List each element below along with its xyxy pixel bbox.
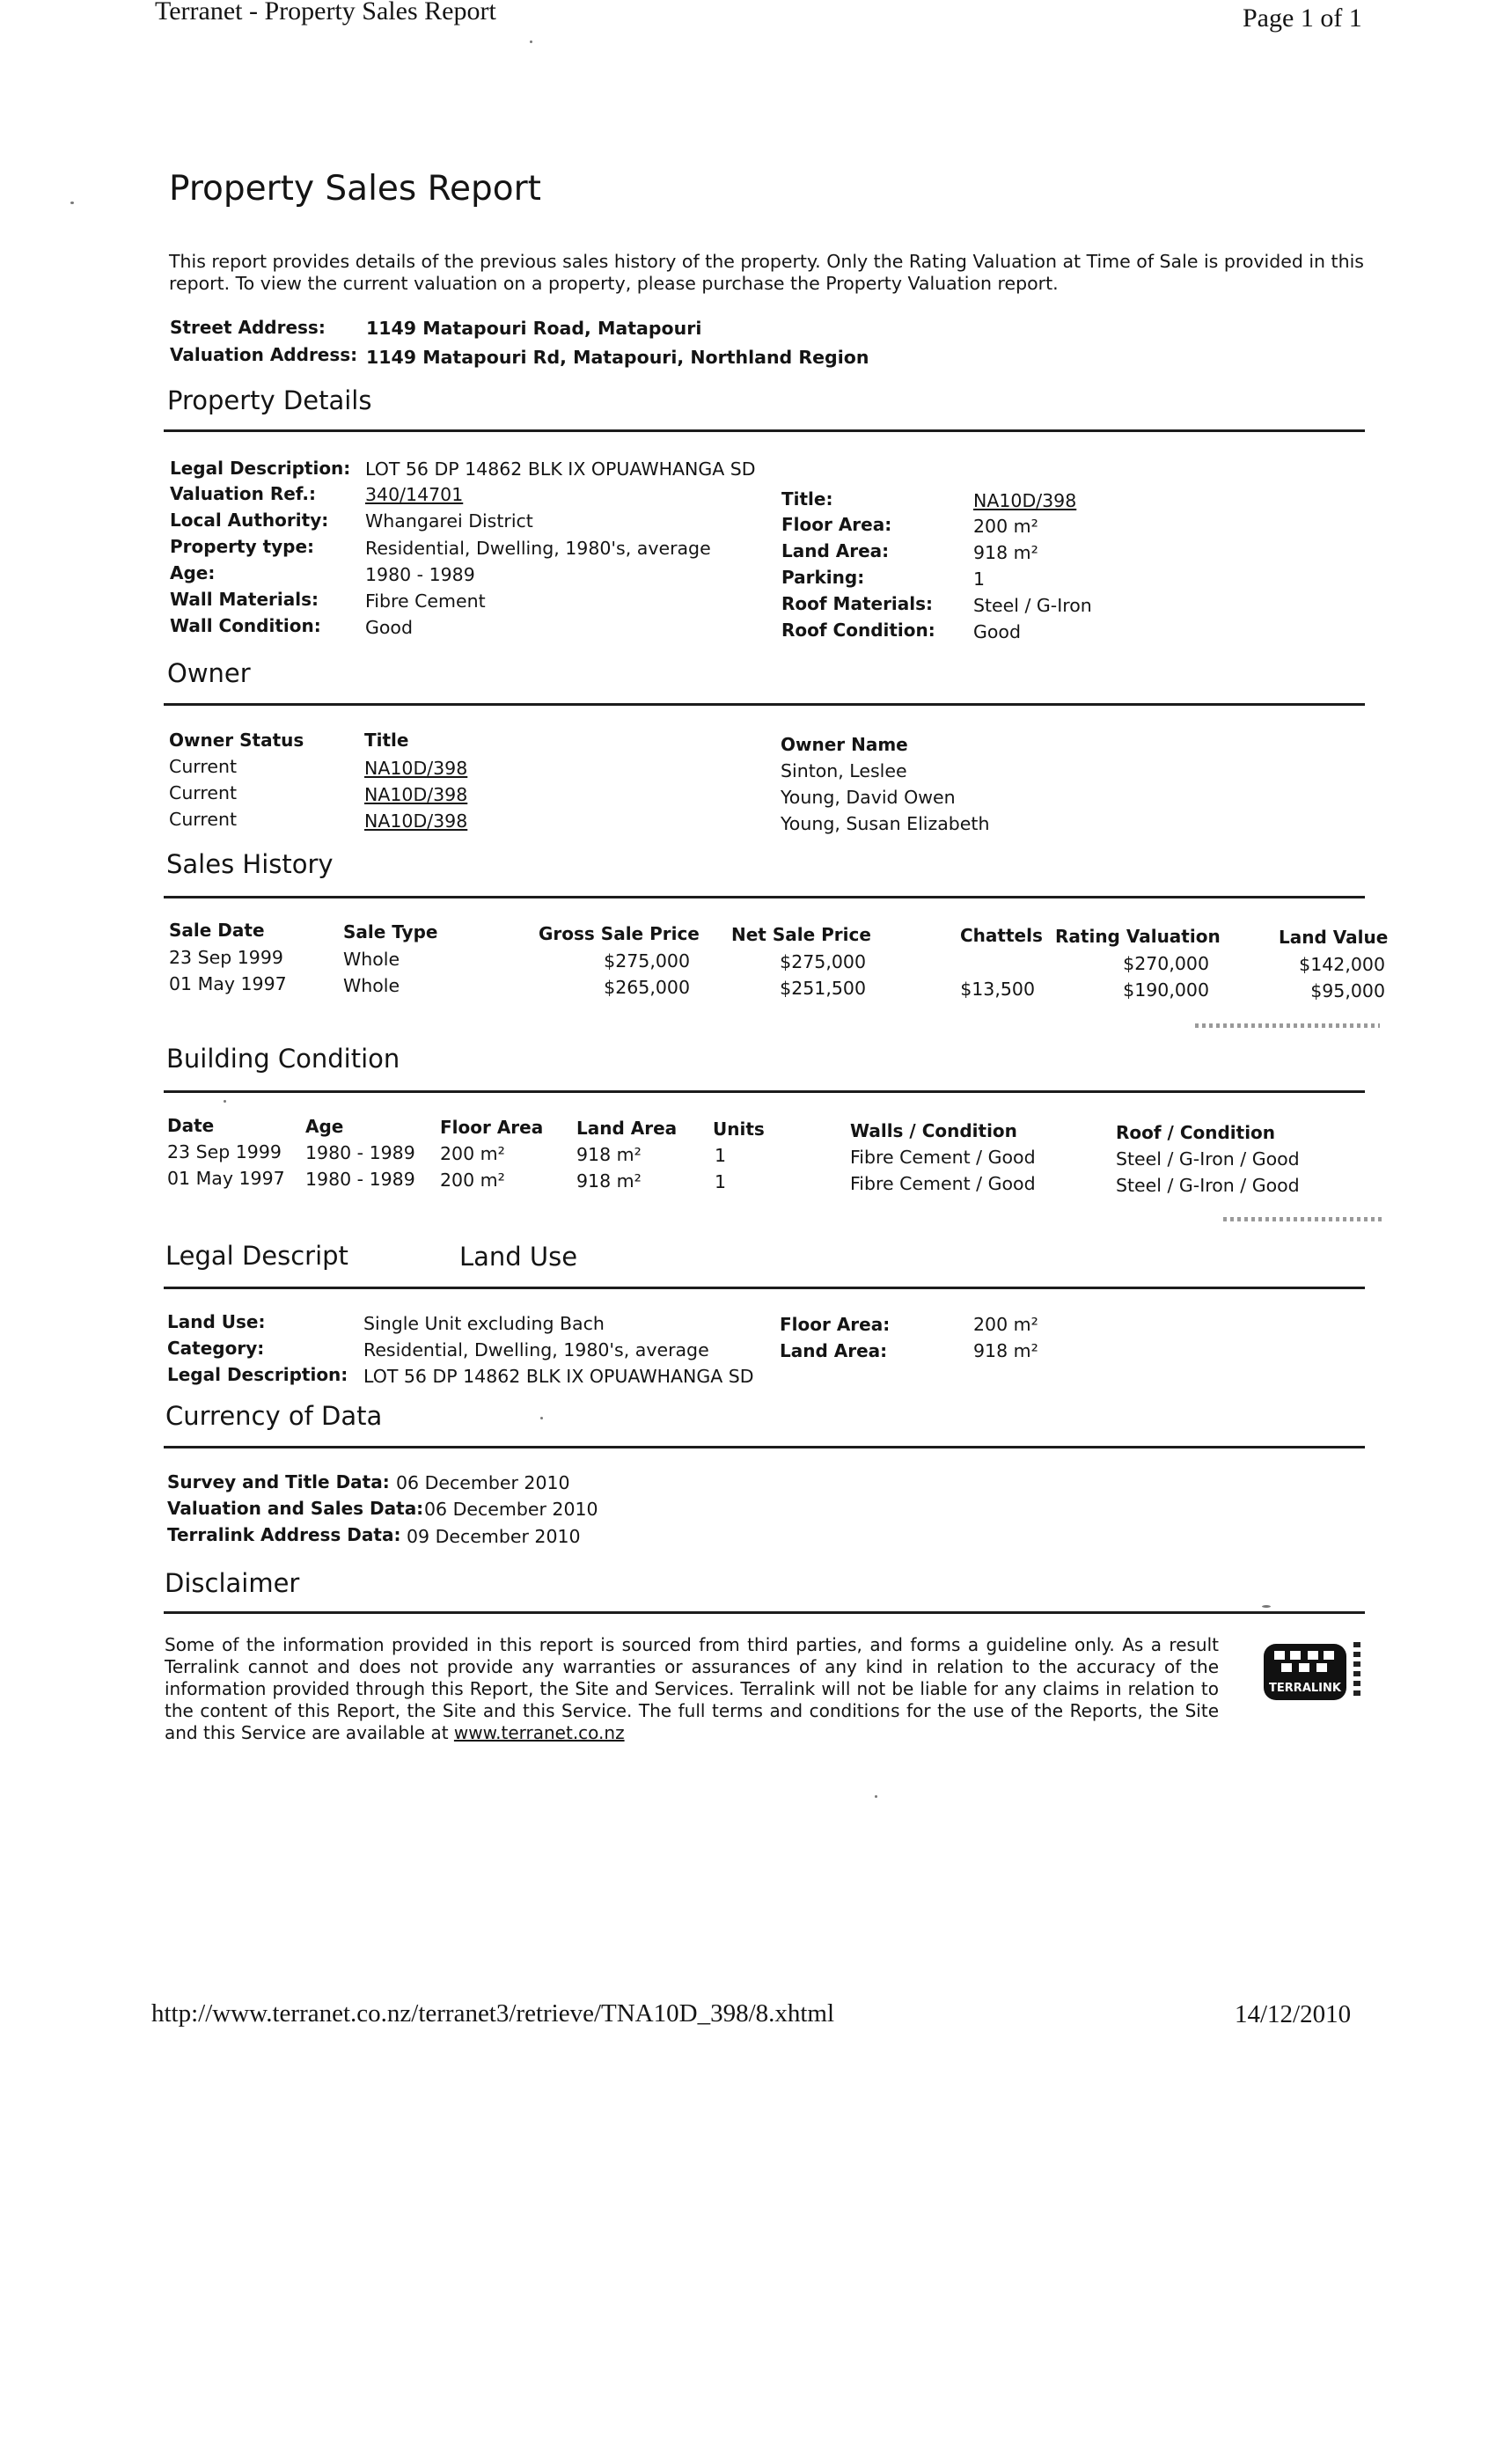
condition-floor-area: 200 m²	[440, 1143, 505, 1164]
condition-walls: Fibre Cement / Good	[850, 1173, 1036, 1194]
wall-materials-value: Fibre Cement	[365, 590, 486, 612]
section-heading-sales-history: Sales History	[166, 849, 334, 879]
survey-title-date: 06 December 2010	[396, 1472, 570, 1493]
condition-age: 1980 - 1989	[305, 1142, 415, 1163]
valuation-address-value: 1149 Matapouri Rd, Matapouri, Northland Region	[366, 347, 869, 368]
title-link[interactable]: NA10D/398	[973, 490, 1077, 511]
sales-col-header: Land Value	[1279, 927, 1389, 948]
terralink-address-label: Terralink Address Data:	[167, 1524, 401, 1545]
rating-valuation: $190,000	[1123, 979, 1209, 1001]
floor-area-value: 200 m²	[973, 516, 1038, 537]
detail-label: Valuation Ref.:	[170, 483, 316, 504]
land-use-label: Land Use:	[167, 1311, 266, 1332]
valuation-sales-date: 06 December 2010	[424, 1499, 598, 1520]
category-label: Category:	[167, 1338, 265, 1359]
detail-label: Property type:	[170, 536, 315, 557]
condition-land-area: 918 m²	[576, 1144, 642, 1165]
floor-area-value: 200 m²	[973, 1314, 1038, 1335]
sales-col-header: Rating Valuation	[1055, 926, 1221, 947]
section-divider	[164, 703, 1365, 706]
valuation-sales-label: Valuation and Sales Data:	[167, 1498, 424, 1519]
owner-col-header: Owner Status	[169, 730, 304, 751]
legal-description-label: Legal Description:	[167, 1364, 348, 1385]
sale-date: 01 May 1997	[169, 973, 287, 994]
net-sale-price: $275,000	[780, 951, 866, 972]
section-divider	[164, 896, 1365, 898]
sales-col-header: Sale Type	[343, 921, 438, 942]
print-footer-date: 14/12/2010	[1235, 2000, 1352, 2028]
page-title: Property Sales Report	[169, 169, 541, 209]
roof-condition-value: Good	[973, 621, 1021, 642]
age-value: 1980 - 1989	[365, 564, 475, 585]
disclaimer-text	[165, 1634, 1219, 1744]
sales-col-header: Net Sale Price	[731, 924, 871, 945]
owner-status: Current	[169, 756, 237, 777]
building-col-header: Land Area	[576, 1118, 678, 1139]
building-col-header: Units	[713, 1118, 765, 1140]
rating-valuation: $270,000	[1123, 953, 1209, 974]
land-area-value: 918 m²	[973, 1340, 1038, 1361]
terralink-logo-icon	[1262, 1642, 1348, 1704]
detail-label: Title:	[781, 488, 833, 510]
section-heading-owner: Owner	[167, 658, 251, 688]
section-divider	[164, 1287, 1365, 1289]
owner-title-link[interactable]: NA10D/398	[364, 810, 468, 832]
detail-label: Local Authority:	[170, 510, 329, 531]
condition-units: 1	[715, 1171, 727, 1192]
condition-date: 01 May 1997	[167, 1168, 285, 1189]
net-sale-price: $251,500	[780, 978, 866, 999]
street-address-value: 1149 Matapouri Road, Matapouri	[366, 318, 702, 339]
detail-label: Floor Area:	[781, 514, 892, 535]
disclaimer-body: Some of the information provided in this report is sourced from third parties, and forms a guideline only. As a result Terralink cannot and does not provide any warranties or assurances of any kind in relation to the accuracy of the information provided through this Report, the Site and Services. Terralink will not be liable for any claims in relation to the content of this Report, the Site and this Service. The full terms and conditions for the use of the Reports, the Site and this Service are available at	[165, 1634, 1219, 1743]
roof-materials-value: Steel / G-Iron	[973, 595, 1092, 616]
owner-status: Current	[169, 809, 237, 830]
building-col-header: Roof / Condition	[1116, 1122, 1276, 1143]
section-heading-disclaimer: Disclaimer	[165, 1568, 300, 1598]
land-value: $95,000	[1310, 980, 1385, 1001]
scan-speck	[540, 1417, 543, 1419]
terralink-address-date: 09 December 2010	[407, 1526, 581, 1547]
building-col-header: Walls / Condition	[850, 1120, 1017, 1141]
land-area-value: 918 m²	[973, 542, 1038, 563]
terranet-link[interactable]: www.terranet.co.nz	[453, 1722, 625, 1743]
section-heading-legal-description: Legal Descript	[165, 1241, 348, 1271]
sales-col-header: Sale Date	[169, 920, 265, 941]
scan-speck	[530, 40, 532, 43]
detail-label: Wall Condition:	[170, 615, 321, 636]
local-authority-value: Whangarei District	[365, 510, 533, 532]
scan-speck	[70, 202, 74, 204]
wall-condition-value: Good	[365, 617, 413, 638]
condition-age: 1980 - 1989	[305, 1169, 415, 1190]
scan-noise	[1195, 1023, 1380, 1028]
print-header-page: Page 1 of 1	[1243, 4, 1362, 33]
legal-description-value: LOT 56 DP 14862 BLK IX OPUAWHANGA SD	[365, 458, 756, 480]
owner-title-link[interactable]: NA10D/398	[364, 784, 468, 805]
gross-sale-price: $265,000	[604, 977, 690, 998]
condition-roof: Steel / G-Iron / Good	[1116, 1175, 1300, 1196]
land-value: $142,000	[1299, 954, 1385, 975]
section-divider	[164, 1611, 1365, 1614]
detail-label: Land Area:	[781, 540, 890, 561]
logo-edge	[1353, 1642, 1360, 1700]
condition-land-area: 918 m²	[576, 1170, 642, 1192]
sale-type: Whole	[343, 975, 400, 996]
owner-name: Young, Susan Elizabeth	[781, 813, 990, 834]
scan-speck	[224, 1100, 226, 1103]
intro-text: This report provides details of the previous sales history of the property. Only the Rating Valuation at Time of Sale is provided in this report. To view the current valuation on a property, please purchase the Property Valuation report.	[169, 251, 1364, 294]
section-heading-building-condition: Building Condition	[166, 1044, 400, 1074]
building-col-header: Date	[167, 1115, 215, 1136]
owner-name: Young, David Owen	[781, 787, 956, 808]
logo-text: TERRALINK	[1269, 1682, 1341, 1695]
gross-sale-price: $275,000	[604, 950, 690, 972]
terralink-logo	[1262, 1642, 1348, 1704]
scan-speck	[875, 1795, 877, 1798]
category-value: Residential, Dwelling, 1980's, average	[363, 1339, 709, 1360]
detail-label: Age:	[170, 562, 216, 583]
building-col-header: Floor Area	[440, 1117, 544, 1138]
condition-floor-area: 200 m²	[440, 1170, 505, 1191]
legal-description-value: LOT 56 DP 14862 BLK IX OPUAWHANGA SD	[363, 1366, 754, 1387]
condition-units: 1	[715, 1145, 727, 1166]
section-divider	[164, 1090, 1365, 1093]
owner-name: Sinton, Leslee	[781, 760, 907, 781]
detail-label: Roof Condition:	[781, 620, 935, 641]
detail-label: Legal Description:	[170, 458, 351, 479]
sale-date: 23 Sep 1999	[169, 947, 283, 968]
section-heading-property-details: Property Details	[167, 385, 372, 415]
section-divider	[164, 429, 1365, 432]
condition-walls: Fibre Cement / Good	[850, 1147, 1036, 1168]
parking-value: 1	[973, 568, 986, 590]
land-use-value: Single Unit excluding Bach	[363, 1313, 605, 1334]
floor-area-label: Floor Area:	[780, 1314, 891, 1335]
print-header-title: Terranet - Property Sales Report	[155, 0, 496, 26]
owner-col-header: Owner Name	[781, 734, 908, 755]
valuation-ref-link[interactable]: 340/14701	[365, 484, 464, 505]
owner-title-link[interactable]: NA10D/398	[364, 758, 468, 779]
property-type-value: Residential, Dwelling, 1980's, average	[365, 538, 711, 559]
detail-label: Roof Materials:	[781, 593, 934, 614]
street-address-label: Street Address:	[170, 317, 326, 338]
sales-col-header: Gross Sale Price	[539, 923, 700, 944]
condition-roof: Steel / G-Iron / Good	[1116, 1148, 1300, 1170]
detail-label: Parking:	[781, 567, 865, 588]
sales-col-header: Chattels	[960, 925, 1043, 946]
scan-noise	[1223, 1217, 1382, 1221]
section-heading-land-use: Land Use	[459, 1242, 578, 1272]
valuation-address-label: Valuation Address:	[170, 344, 358, 365]
scan-speck	[1262, 1605, 1271, 1608]
survey-title-label: Survey and Title Data:	[167, 1471, 390, 1492]
chattels: $13,500	[960, 979, 1035, 1000]
detail-label: Wall Materials:	[170, 589, 319, 610]
section-heading-currency: Currency of Data	[165, 1401, 383, 1431]
building-col-header: Age	[305, 1116, 344, 1137]
owner-status: Current	[169, 782, 237, 803]
sale-type: Whole	[343, 949, 400, 970]
condition-date: 23 Sep 1999	[167, 1141, 282, 1162]
owner-col-header: Title	[364, 730, 409, 751]
land-area-label: Land Area:	[780, 1340, 888, 1361]
print-footer-url: http://www.terranet.co.nz/terranet3/retrieve/TNA10D_398/8.xhtml	[151, 1999, 835, 2028]
section-divider	[164, 1446, 1365, 1448]
